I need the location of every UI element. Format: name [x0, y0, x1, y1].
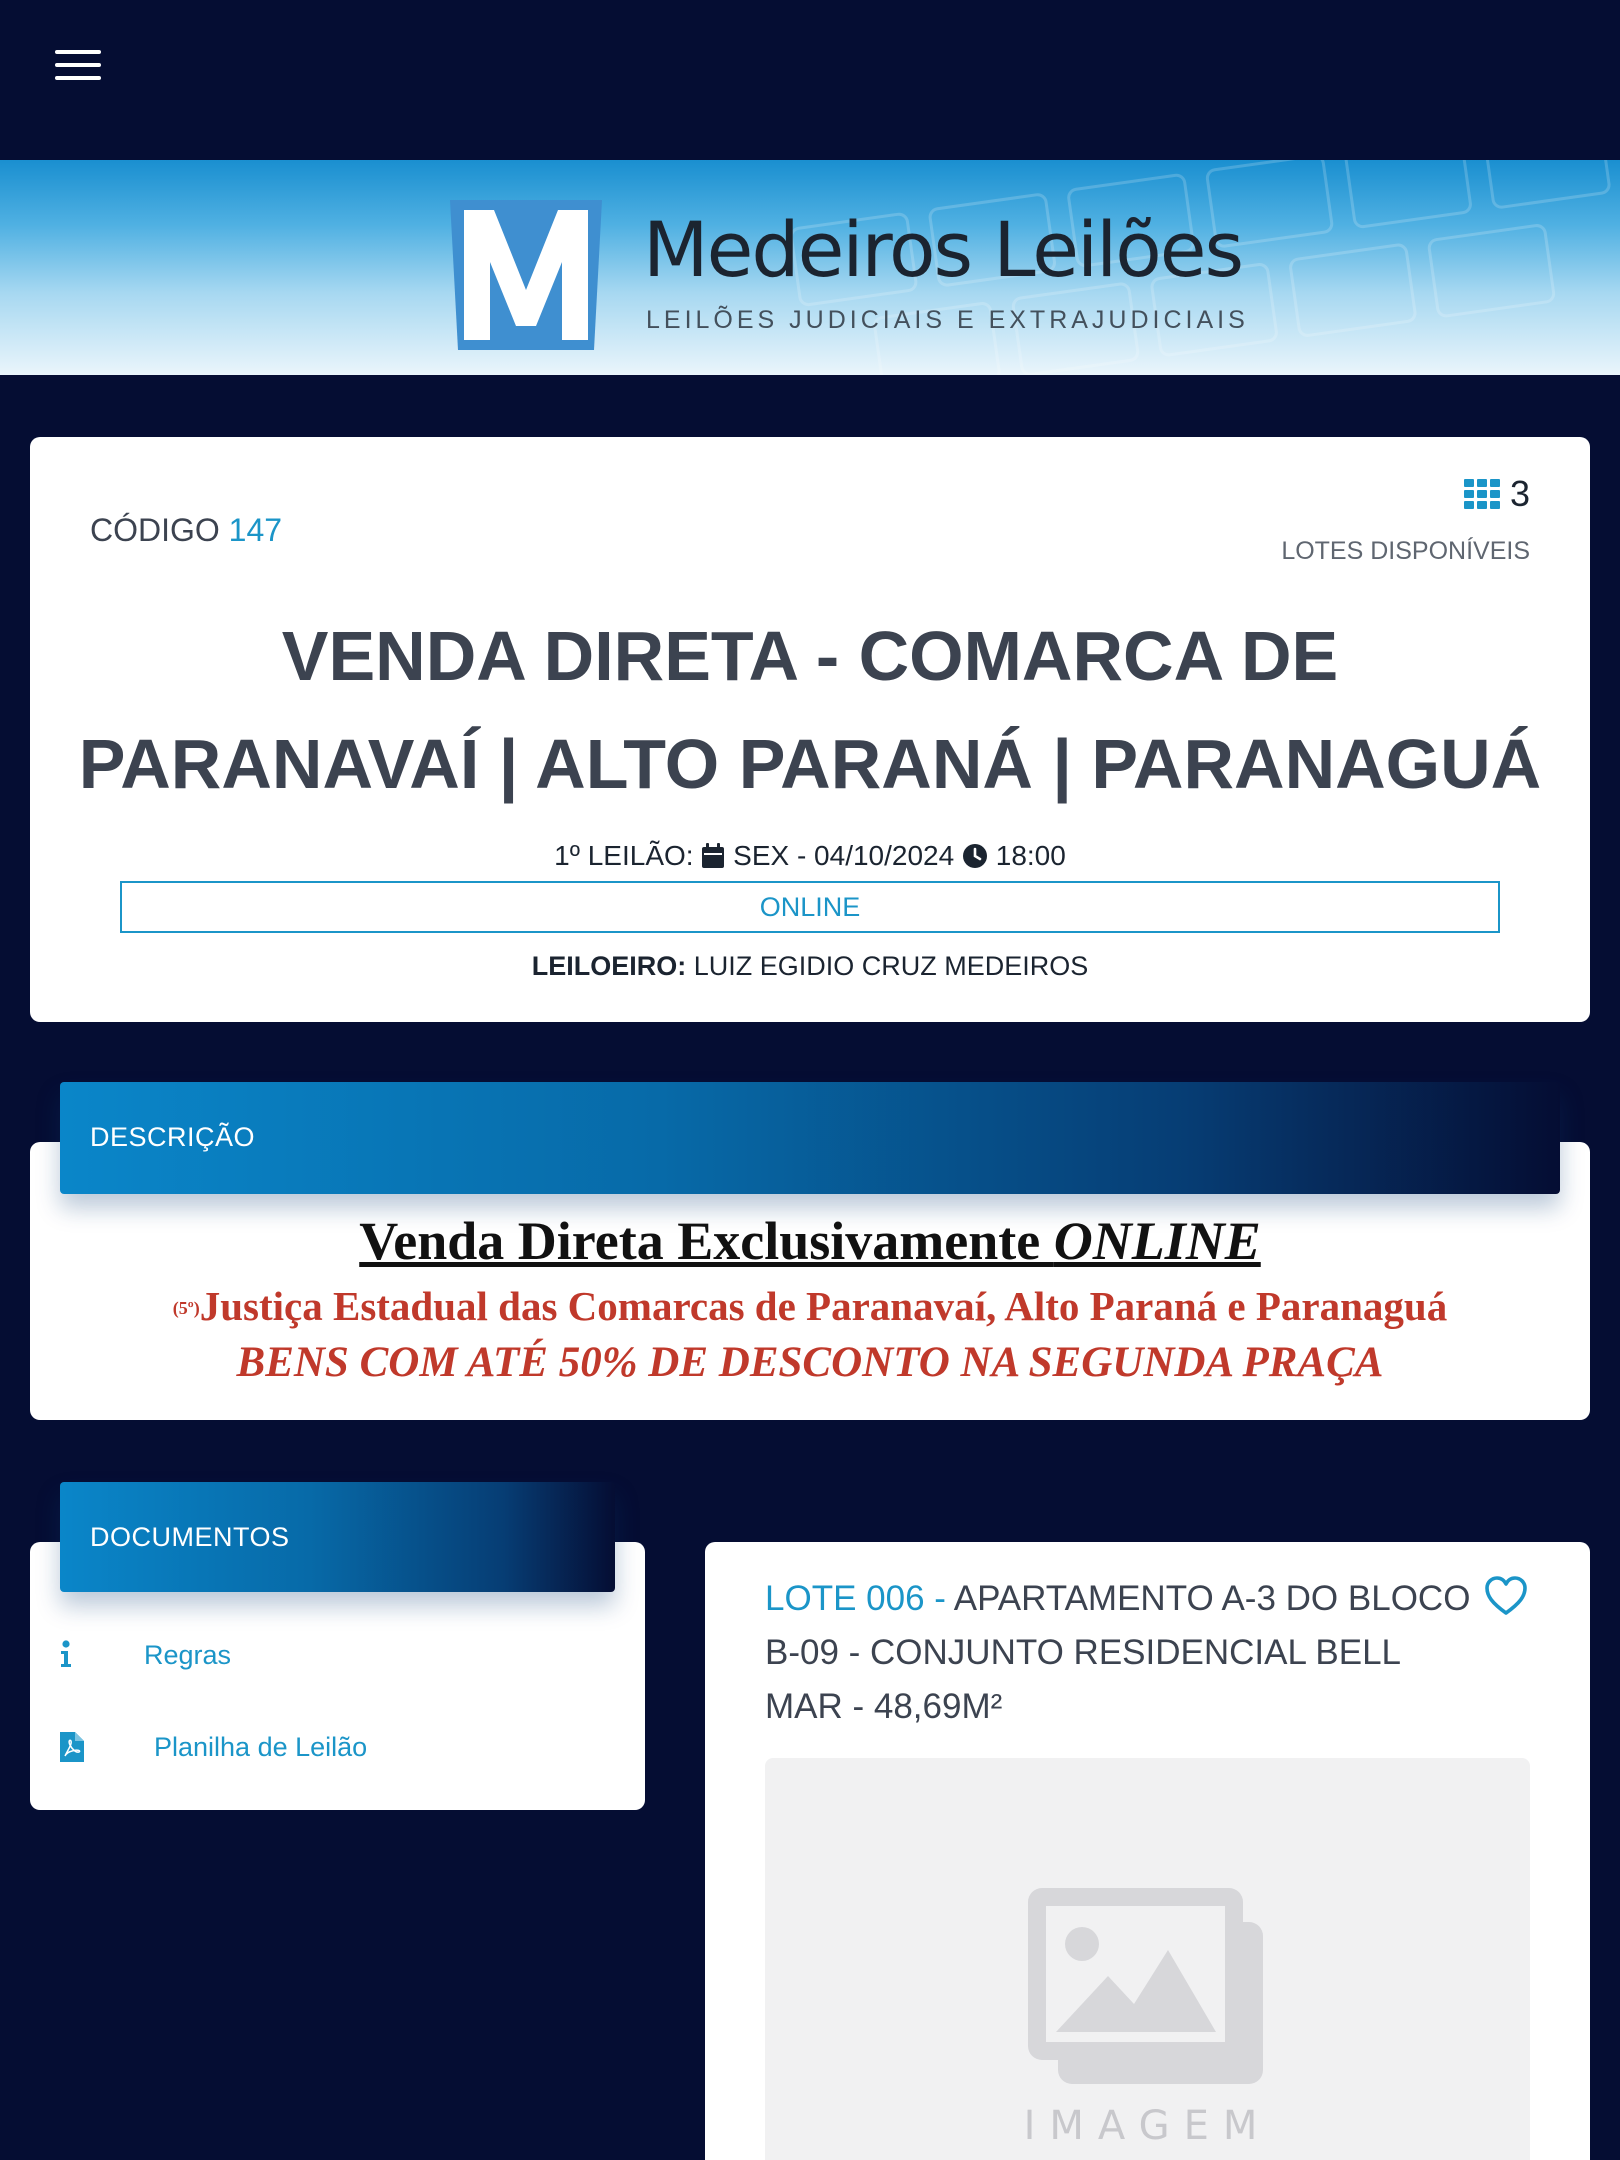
lots-count: 3 [1509, 473, 1530, 514]
auction-title-line2: PARANAVAÍ | ALTO PARANÁ | PARANAGUÁ [78, 725, 1542, 803]
auction-code-label: CÓDIGO [90, 512, 220, 548]
documents-header-label: DOCUMENTOS [90, 1522, 290, 1552]
clock-icon [962, 843, 988, 869]
description-line1-prefix: Venda Direta Exclusivamente [359, 1211, 1054, 1271]
documents-header [60, 1482, 615, 1592]
lot-image-placeholder[interactable] [765, 1758, 1530, 2160]
brand-name: Medeiros Leilões [643, 205, 1243, 294]
lot-title[interactable] [765, 1572, 1475, 1734]
description-line3: BENS COM ATÉ 50% DE DESCONTO NA SEGUNDA PRAÇA [236, 1339, 1384, 1386]
lot-number: LOTE 006 - [765, 1579, 946, 1618]
info-icon [60, 1640, 72, 1668]
lot-description: APARTAMENTO A-3 DO BLOCO B-09 - CONJUNTO RESIDENCIAL BELL MAR - 48,69M² [765, 1579, 1471, 1726]
description-header [60, 1082, 1560, 1194]
round-label: 1º LEILÃO: [554, 840, 694, 871]
brand-logo-mark [450, 200, 602, 350]
auction-title-line1: VENDA DIRETA - COMARCA DE [281, 617, 1339, 695]
heart-icon[interactable] [1484, 1576, 1528, 1616]
auction-code-value: 147 [228, 512, 283, 548]
lots-available [1281, 473, 1530, 566]
auctioneer-name: LUIZ EGIDIO CRUZ MEDEIROS [693, 951, 1089, 981]
calendar-icon [701, 843, 725, 869]
auction-time: 18:00 [995, 840, 1066, 871]
auction-summary-card [30, 437, 1590, 1022]
description-line2-sup: (5º) [172, 1298, 200, 1318]
description-line2-text: Justiça Estadual das Comarcas de Paranavaí, Alto Paraná e Paranaguá [199, 1283, 1448, 1329]
top-navbar [0, 0, 1620, 160]
image-placeholder-icon [1028, 1888, 1268, 2088]
grid-icon [1464, 479, 1500, 509]
lots-label: LOTES DISPONÍVEIS [1281, 537, 1530, 565]
auction-code [90, 512, 282, 549]
auction-mode-badge: ONLINE [120, 881, 1500, 933]
image-placeholder-label: IMAGEM [1023, 2103, 1272, 2149]
lot-card[interactable] [705, 1542, 1590, 2160]
description-line1-emph: ONLINE [1053, 1211, 1261, 1271]
auctioneer-label: LEILOEIRO: [531, 951, 687, 981]
document-link-planilha[interactable]: Planilha de Leilão [154, 1732, 368, 1762]
document-link-regras[interactable]: Regras [144, 1640, 232, 1670]
description-header-label: DESCRIÇÃO [90, 1122, 256, 1152]
brand-tagline: LEILÕES JUDICIAIS E EXTRAJUDICIAIS [646, 306, 1249, 334]
description-line1 [0, 1210, 1620, 1272]
description-line2 [0, 1282, 1620, 1330]
auction-date: SEX - 04/10/2024 [733, 840, 955, 871]
auction-title [70, 602, 1550, 818]
pdf-file-icon [60, 1732, 84, 1762]
hamburger-menu-icon[interactable] [55, 50, 101, 80]
auctioneer [30, 951, 1590, 982]
auction-date-line [30, 840, 1590, 872]
